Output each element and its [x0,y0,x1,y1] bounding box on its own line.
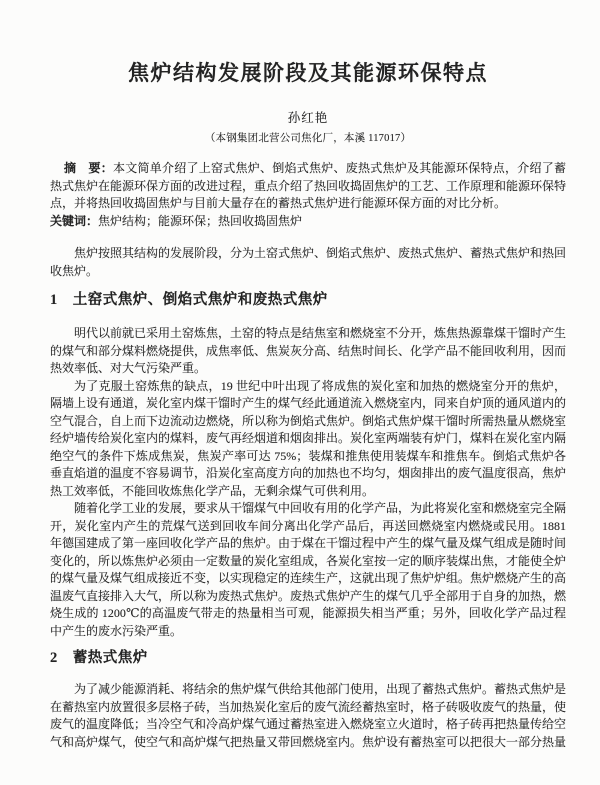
paper-title: 焦炉结构发展阶段及其能源环保特点 [128,61,488,85]
author-name: 孙红艳 [287,111,329,125]
section-1-heading: 1 土窑式焦炉、倒焰式焦炉和废热式焦炉 [50,292,328,308]
section-1-paragraph-1: 明代以前就已采用土窑炼焦，土窑的特点是结焦室和燃烧室不分开，炼焦热源靠煤干馏时产生的煤气和部分煤料燃烧提供，成焦率低、焦炭灰分高、结焦时间长、化学产品不能回收利用，因而热效率低、对大气污染严重。 [50,326,567,375]
keywords-label: 关键词： [50,213,99,228]
section-1-paragraph-2: 为了克服土窑炼焦的缺点，19 世纪中叶出现了将成焦的炭化室和加热的燃烧室分开的焦炉，隔墙上设有通道，炭化室内煤干馏时产生的煤气经此通道流入燃烧室内，同来自炉顶的通风道内的空气混合，自上而下边流动边燃烧，所以称为倒焰式焦炉。倒焰式焦炉煤干馏时所需热量从燃烧室经炉墙传给炭化室内的煤料，废气再经烟道和烟囱排出。炭化室两端装有炉门，煤料在炭化室内隔绝空气的条件下炼成焦炭，焦炭产率可达 75%；装煤和推焦使用装煤车和推焦车。倒焰式焦炉各垂直焰道的温度不容易调节，沿炭化室高度方向的加热也不均匀，烟囱排出的废气温度很高，焦炉热工效率低，不能回收炼焦化学产品，无剩余煤气可供利用。 [50,378,567,498]
abstract-text: 本文简单介绍了上窑式焦炉、倒焰式焦炉、废热式焦炉及其能源环保特点，介绍了蓄热式焦炉在能源环保方面的改进过程，重点介绍了热回收捣固焦炉的工艺、工作原理和能源环保特点，并将热回收捣固焦炉与目前大量存在的蓄热式焦炉进行能源环保方面的对比分析。 [50,161,567,210]
intro-paragraph: 焦炉按照其结构的发展阶段，分为土窑式焦炉、倒焰式焦炉、废热式焦炉、蓄热式焦炉和热回收焦炉。 [50,246,567,278]
section-2-heading: 2 蓄热式焦炉 [50,650,148,666]
paper-body [50,245,566,751]
keywords-text: 焦炉结构；能源环保；热回收捣固焦炉 [98,213,303,228]
author-affiliation: （本钢集团北营公司焦化厂，本溪 117017） [204,133,412,144]
abstract-block [50,160,566,230]
abstract-label: 摘 要： [64,161,113,175]
abstract-paragraph [50,160,566,213]
section-2-paragraph-1: 为了减少能源消耗、将结余的焦炉煤气供给其他部门使用，出现了蓄热式焦炉。蓄热式焦炉是在蓄热室内放置很多层格子砖，当加热炭化室后的废气流经蓄热室时，格子砖吸收废气的热量，使废气的温度降低；当冷空气和冷高炉煤气通过蓄热室进入燃烧室立火道时，格子砖再把热量传给空气和高炉煤气，使空气和高炉煤气把热量又带回燃烧室内。焦炉设有蓄热室可以把很大一部分热量 [50,682,567,749]
keywords-line [50,213,566,231]
section-1-paragraph-3: 随着化学工业的发展，要求从干馏煤气中回收有用的化学产品，为此将炭化室和燃烧室完全隔开，炭化室内产生的荒煤气送到回收车间分离出化学产品后，再送回燃烧室内燃烧或民用。1881 年德国建成了第一座回收化学产品的焦炉。由于煤在干馏过程中产生的煤气量及煤气组成是随时间变化的，所以炼焦炉必须由一定数量的炭化室组成，各炭化室按一定的顺序装煤出焦，才能使全炉的煤气量及煤气组成接近不变，以实现稳定的连续生产，这就出现了焦炉炉组。焦炉燃烧产生的高温废气直接排入大气，所以称为废热式焦炉。废热式焦炉产生的煤气几乎全部用于自身的加热，燃烧生成的 1200℃的高温废气带走的热量相当可观，能源损失相当严重；另外，回收化学产品过程中产生的废水污染严重。 [50,501,567,638]
